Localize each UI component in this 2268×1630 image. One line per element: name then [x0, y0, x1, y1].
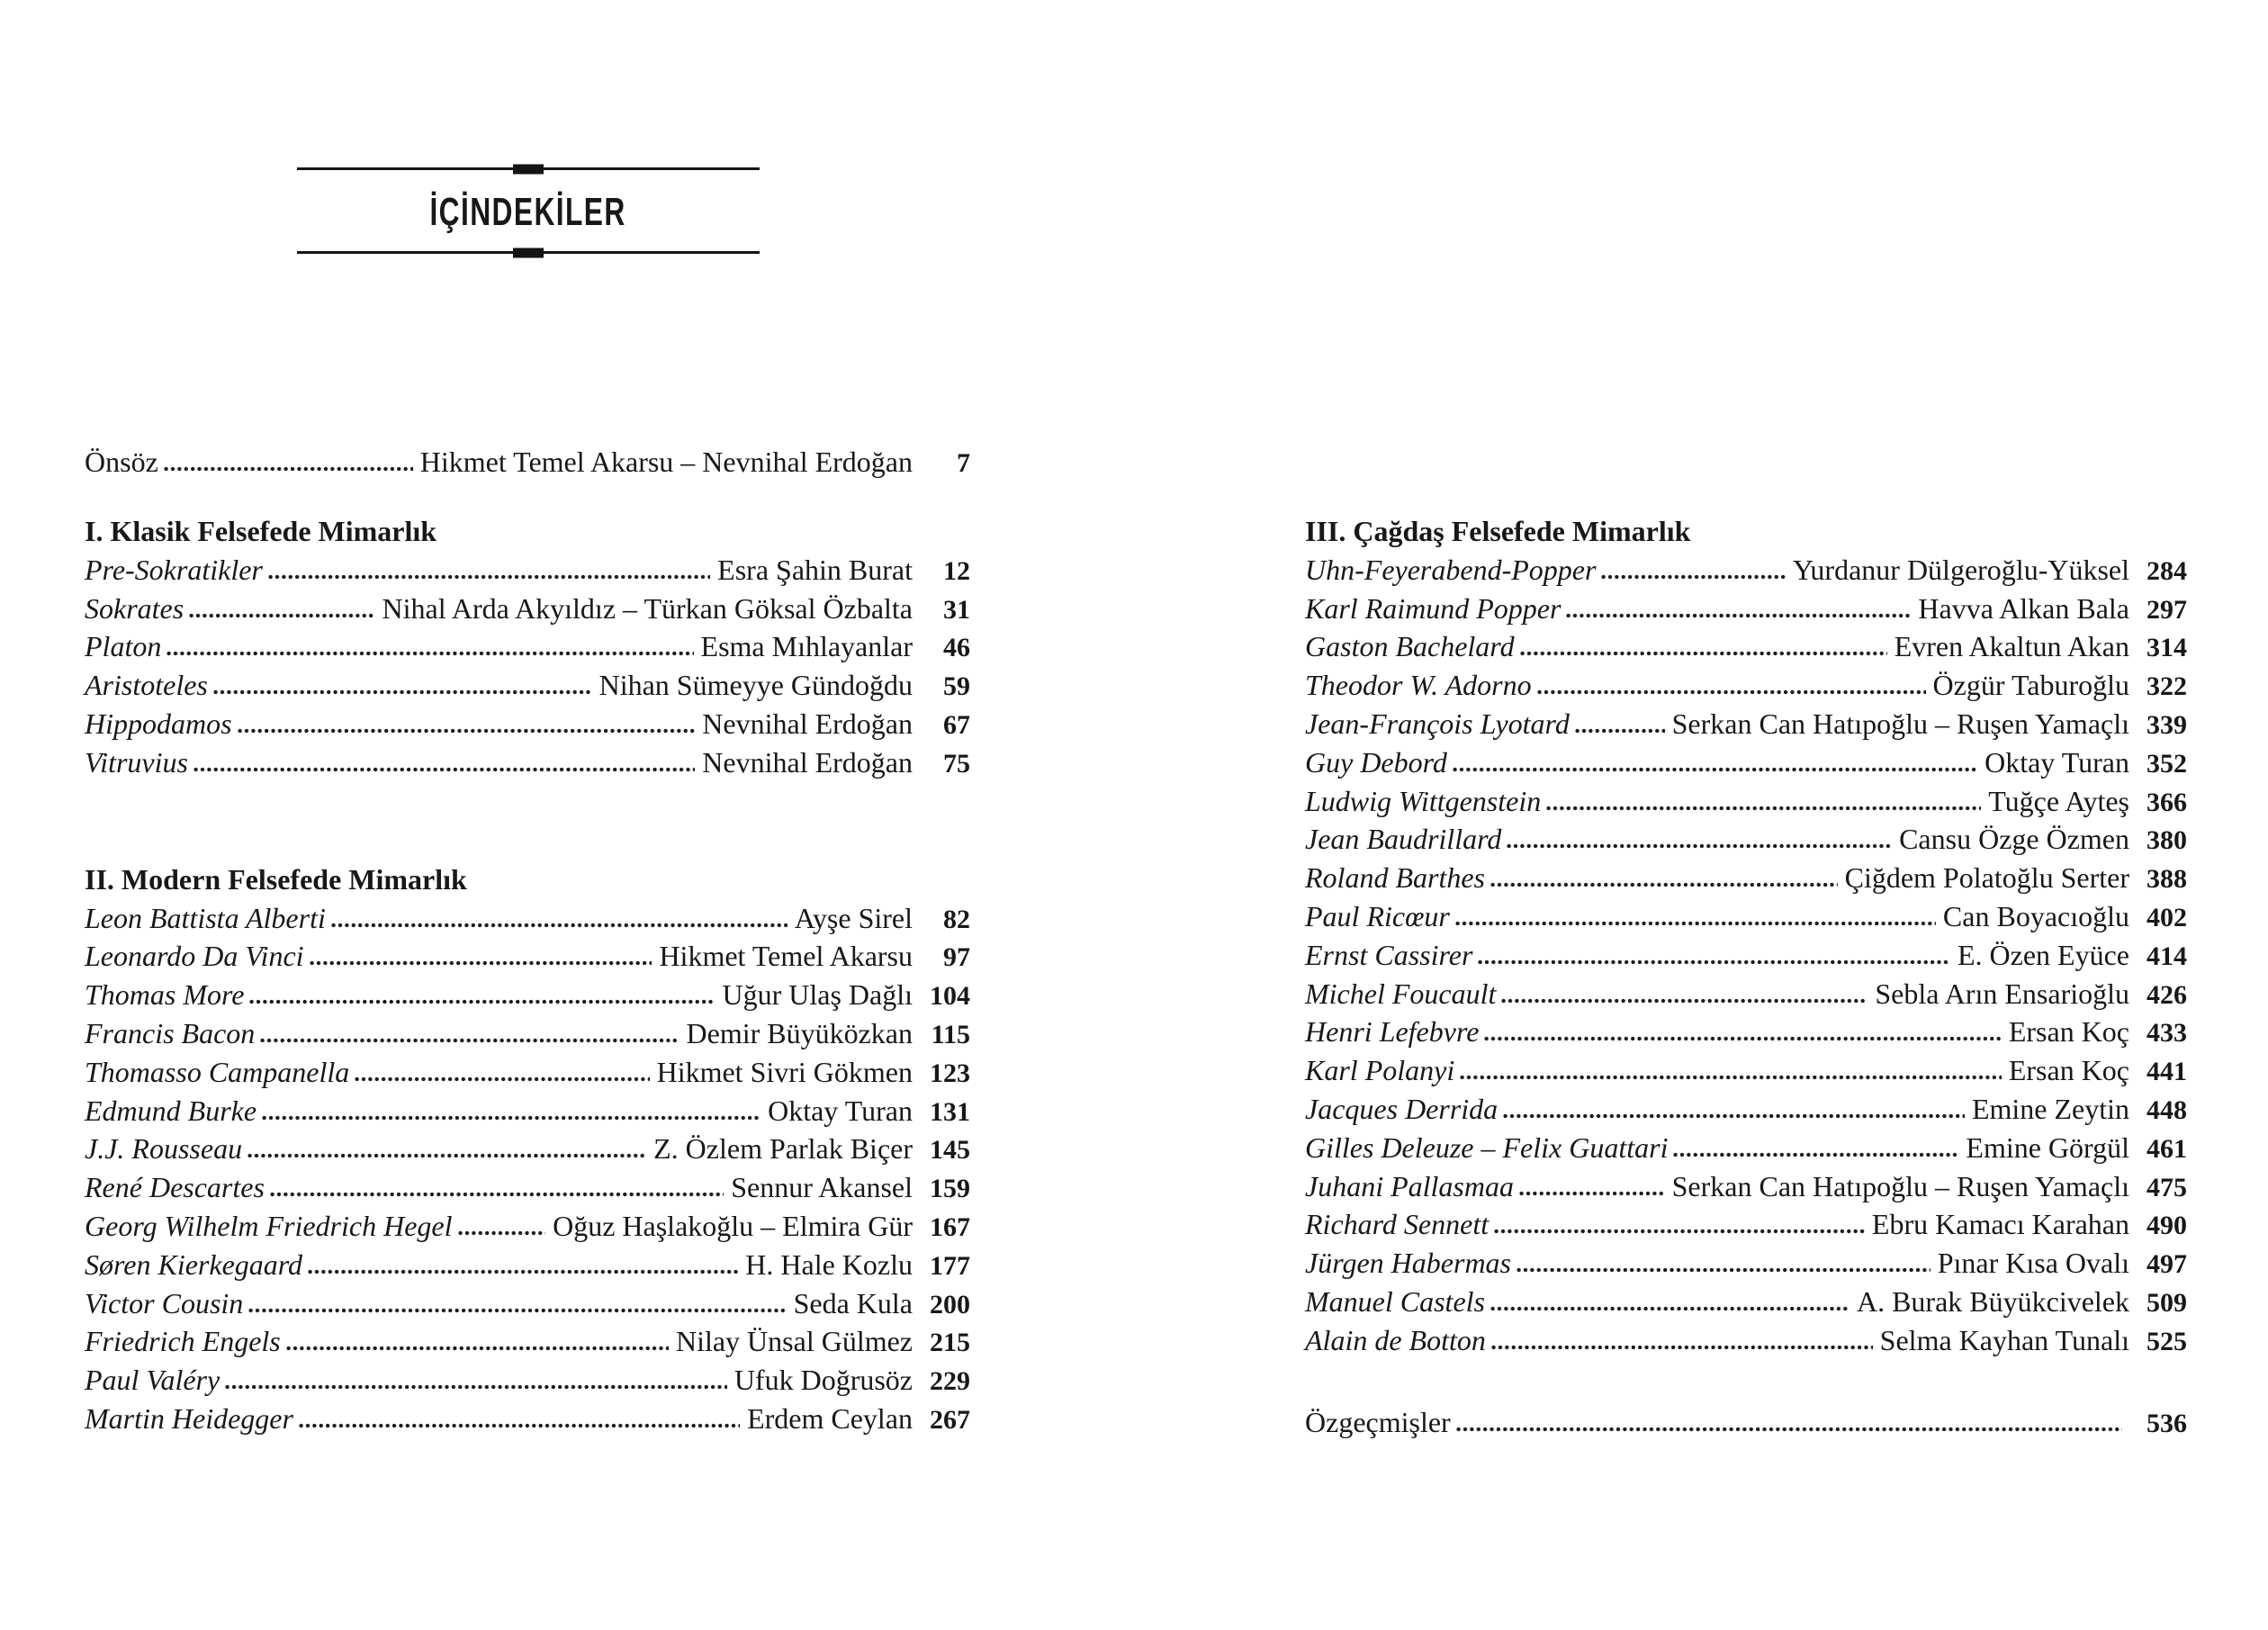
- dot-leader: [298, 1423, 740, 1428]
- entry-page-number: 380: [2146, 825, 2187, 856]
- entry-authors: Nilay Ünsal Gülmez: [675, 1325, 913, 1358]
- dot-leader: [1672, 1152, 1958, 1157]
- entry-authors: Hikmet Temel Akarsu: [659, 940, 913, 973]
- toc-entry-row: [85, 1284, 970, 1323]
- entry-page-number: 461: [2146, 1133, 2187, 1164]
- entry-page-number: 200: [930, 1289, 970, 1319]
- entry-title: Georg Wilhelm Friedrich Hegel: [85, 1209, 453, 1242]
- toc-entry-row: [1305, 1321, 2187, 1360]
- entry-authors: Oktay Turan: [768, 1094, 913, 1127]
- spacer: [1305, 1360, 2187, 1404]
- dot-leader: [1500, 998, 1868, 1004]
- entry-title: Thomas More: [85, 978, 245, 1012]
- toc-entry-row: [1305, 627, 2187, 666]
- dot-leader: [354, 1076, 649, 1082]
- entry-page-number: 297: [2146, 594, 2187, 625]
- dot-leader: [457, 1230, 546, 1236]
- entry-title: Friedrich Engels: [85, 1325, 281, 1358]
- dot-leader: [1454, 921, 1936, 926]
- entry-title: Karl Raimund Popper: [1305, 591, 1562, 625]
- entry-page-number: 46: [943, 633, 970, 663]
- entry-page-number: 441: [2146, 1057, 2187, 1087]
- entry-page-number: 145: [930, 1135, 970, 1166]
- section-3-entries: [1305, 551, 2187, 1360]
- toc-entry-row: [85, 976, 970, 1014]
- toc-entry-row: [1305, 590, 2187, 628]
- entry-title: Pre-Sokratikler: [85, 553, 263, 586]
- toc-entry-row: [1305, 1167, 2187, 1206]
- dot-leader: [1490, 1306, 1850, 1311]
- dot-leader: [1490, 882, 1838, 887]
- section-2-entries: [85, 899, 970, 1438]
- entry-page-number: 509: [2146, 1287, 2187, 1318]
- dot-leader: [1518, 1191, 1665, 1196]
- entry-page-number: 115: [931, 1019, 970, 1049]
- entry-page-number: 7: [957, 448, 970, 478]
- entry-authors: Selma Kayhan Tunalı: [1879, 1323, 2129, 1356]
- entry-page-number: 75: [943, 748, 970, 779]
- entry-title: Gilles Deleuze – Felix Guattari: [1305, 1130, 1669, 1164]
- toc-column-right: [1305, 512, 2187, 1442]
- entry-title: Sokrates: [85, 591, 184, 625]
- entry-title: Hippodamos: [85, 707, 232, 740]
- entry-title: Thomasso Campanella: [85, 1055, 350, 1088]
- entry-title: Karl Polanyi: [1305, 1054, 1455, 1087]
- toc-entry-row: [85, 1014, 970, 1053]
- entry-authors: Esma Mıhlayanlar: [700, 630, 913, 663]
- dot-leader: [166, 651, 693, 656]
- entry-title: Jean Baudrillard: [1305, 823, 1502, 856]
- dot-leader: [1516, 1267, 1930, 1273]
- toc-entry-row: [85, 627, 970, 666]
- entry-title: Søren Kierkegaard: [85, 1247, 303, 1281]
- toc-entry-row: [1305, 705, 2187, 743]
- entry-page-number: 402: [2146, 902, 2187, 932]
- toc-entry-row: [85, 1092, 970, 1130]
- entry-title: Paul Ricœur: [1305, 899, 1450, 932]
- toc-entry-row: [85, 551, 970, 590]
- entry-title: Guy Debord: [1305, 745, 1447, 779]
- entry-authors: Ebru Kamacı Karahan: [1871, 1208, 2129, 1241]
- dot-leader: [248, 999, 715, 1004]
- ornament-tick: [513, 164, 544, 174]
- toc-entry-row: [85, 1246, 970, 1284]
- section-heading-3: III. Çağdaş Felsefede Mimarlık: [1305, 515, 1691, 547]
- ornament-rule-bottom: [297, 251, 760, 254]
- dot-leader: [1477, 959, 1950, 965]
- dot-leader: [188, 613, 374, 618]
- entry-title: J.J. Rousseau: [85, 1132, 243, 1166]
- section-heading-1: I. Klasik Felsefede Mimarlık: [85, 514, 437, 547]
- entry-authors: Ufuk Doğrusöz: [734, 1364, 913, 1397]
- dot-leader: [1545, 806, 1981, 811]
- entry-title: Victor Cousin: [85, 1286, 244, 1319]
- entry-authors: Pınar Kısa Ovalı: [1937, 1247, 2129, 1280]
- entry-title: Uhn-Feyerabend-Popper: [1305, 553, 1597, 586]
- toc-entry-row: [1305, 743, 2187, 782]
- toc-entry-row: [1305, 782, 2187, 821]
- entry-title: Francis Bacon: [85, 1016, 256, 1049]
- dot-leader: [1574, 728, 1665, 734]
- entry-authors: Nevnihal Erdoğan: [702, 745, 913, 779]
- toc-entry-row: [85, 1322, 970, 1361]
- entry-authors: Cansu Özge Özmen: [1899, 823, 2129, 856]
- entry-authors: Uğur Ulaş Dağlı: [722, 978, 913, 1012]
- entry-authors: E. Özen Eyüce: [1957, 938, 2129, 971]
- entry-page-number: 414: [2146, 941, 2187, 971]
- page-title: İÇİNDEKİLER: [429, 190, 627, 234]
- entry-authors: Nihal Arda Akyıldız – Türkan Göksal Özbalta: [382, 591, 913, 625]
- entry-title: Richard Sennett: [1305, 1208, 1490, 1241]
- entry-page-number: 97: [943, 942, 970, 973]
- dot-leader: [248, 1308, 786, 1313]
- entry-authors: Erdem Ceylan: [747, 1401, 913, 1435]
- entry-authors: Demir Büyüközkan: [686, 1016, 913, 1049]
- entry-title: Ernst Cassirer: [1305, 938, 1473, 971]
- entry-page-number: 82: [943, 904, 970, 934]
- entry-page-number: 12: [943, 555, 970, 586]
- entry-authors: Tuğçe Ayteş: [1988, 784, 2129, 817]
- toc-entry-row: [1305, 859, 2187, 897]
- toc-entry-row: [1305, 897, 2187, 936]
- entry-page-number: 339: [2146, 709, 2187, 740]
- toc-entry-row: [1305, 1129, 2187, 1167]
- entry-page-number: 433: [2146, 1018, 2187, 1049]
- entry-title: Theodor W. Adorno: [1305, 669, 1532, 702]
- section-heading-2: II. Modern Felsefede Mimarlık: [85, 862, 467, 896]
- entry-authors: Seda Kula: [793, 1286, 913, 1319]
- entry-page-number: 388: [2146, 864, 2187, 895]
- entry-title: Ludwig Wittgenstein: [1305, 784, 1542, 817]
- dot-leader: [1600, 574, 1785, 580]
- dot-leader: [1455, 1427, 2122, 1432]
- entry-title: Önsöz: [85, 446, 158, 478]
- entry-title: Michel Foucault: [1305, 977, 1497, 1010]
- dot-leader: [259, 1038, 679, 1043]
- toc-entry-row: [85, 1168, 970, 1207]
- toc-entry-row: [1305, 1205, 2187, 1244]
- entry-authors: Sennur Akansel: [731, 1171, 913, 1204]
- entry-authors: A. Burak Büyükcivelek: [1856, 1284, 2129, 1318]
- entry-title: Leonardo Da Vinci: [85, 940, 304, 973]
- dot-leader: [269, 1192, 724, 1197]
- dot-leader: [307, 1269, 738, 1274]
- page-title-wrap: [297, 190, 760, 234]
- dot-leader: [1452, 767, 1977, 772]
- entry-page-number: 322: [2146, 671, 2187, 702]
- entry-authors: Emine Görgül: [1966, 1130, 2129, 1164]
- entry-authors: Can Boyacıoğlu: [1942, 899, 2129, 932]
- spacer: [85, 482, 970, 512]
- entry-title: Jean-François Lyotard: [1305, 707, 1570, 740]
- entry-authors: Hikmet Temel Akarsu – Nevnihal Erdoğan: [419, 446, 913, 478]
- dot-leader: [193, 767, 695, 772]
- entry-page-number: 267: [930, 1404, 970, 1435]
- toc-entry-row: [85, 1207, 970, 1246]
- entry-title: Leon Battista Alberti: [85, 901, 326, 934]
- entry-title: Martin Heidegger: [85, 1401, 293, 1435]
- entry-page-number: 284: [2146, 555, 2187, 586]
- entry-authors: Z. Özlem Parlak Biçer: [653, 1132, 913, 1166]
- entry-authors: Oğuz Haşlakoğlu – Elmira Gür: [553, 1209, 913, 1242]
- entry-authors: Ayşe Sirel: [794, 901, 913, 934]
- entry-authors: Esra Şahin Burat: [717, 553, 913, 586]
- toc-entry-row: [85, 590, 970, 628]
- entry-authors: Hikmet Sivri Gökmen: [656, 1055, 913, 1088]
- spacer: [85, 782, 970, 860]
- entry-authors: Nihan Sümeyye Gündoğdu: [598, 669, 913, 702]
- dot-leader: [285, 1346, 669, 1351]
- entry-title: René Descartes: [85, 1171, 265, 1204]
- toc-entry-row: [85, 937, 970, 976]
- entry-title: Jacques Derrida: [1305, 1092, 1498, 1125]
- entry-title: Gaston Bachelard: [1305, 630, 1515, 663]
- entry-title: Manuel Castels: [1305, 1284, 1485, 1318]
- dot-leader: [1459, 1075, 2002, 1080]
- toc-entry-row: [85, 1130, 970, 1168]
- entry-page-number: 525: [2146, 1326, 2187, 1356]
- entry-authors: Ersan Koç: [2008, 1054, 2129, 1087]
- entry-page-number: 229: [930, 1366, 970, 1397]
- entry-page-number: 123: [930, 1058, 970, 1088]
- entry-title: Roland Barthes: [1305, 861, 1485, 895]
- toc-entry-row: [1305, 975, 2187, 1013]
- toc-entry-row: [1305, 1013, 2187, 1051]
- dot-leader: [330, 923, 788, 928]
- dot-leader: [1519, 651, 1887, 656]
- toc-entry-row: [85, 705, 970, 743]
- entry-page-number: 131: [930, 1096, 970, 1127]
- toc-entry-row: [85, 666, 970, 705]
- entry-page-number: 167: [930, 1211, 970, 1242]
- toc-entry-row: [1305, 1051, 2187, 1090]
- entry-authors: Çiğdem Polatoğlu Serter: [1844, 861, 2129, 895]
- dot-leader: [267, 574, 710, 580]
- entry-page-number: 426: [2146, 979, 2187, 1010]
- dot-leader: [1493, 1229, 1865, 1234]
- entry-title: Vitruvius: [85, 745, 188, 779]
- entry-page-number: 490: [2146, 1211, 2187, 1241]
- entry-authors: Emine Zeytin: [1971, 1092, 2129, 1125]
- entry-authors: Serkan Can Hatıpoğlu – Ruşen Yamaçlı: [1671, 707, 2129, 740]
- ornament-rule-top: [297, 167, 760, 170]
- toc-entry-row: [1305, 1090, 2187, 1129]
- entry-authors: H. Hale Kozlu: [745, 1247, 913, 1281]
- entry-title: Özgeçmişler: [1305, 1406, 1451, 1439]
- entry-page-number: 215: [930, 1328, 970, 1358]
- toc-row-backmatter: [1305, 1403, 2187, 1442]
- entry-page-number: 314: [2146, 633, 2187, 663]
- entry-authors: Oktay Turan: [1984, 745, 2129, 779]
- entry-title: Jürgen Habermas: [1305, 1247, 1511, 1280]
- toc-entry-row: [85, 1053, 970, 1092]
- dot-leader: [1483, 1036, 2001, 1041]
- dot-leader: [309, 960, 652, 966]
- entry-authors: Ersan Koç: [2008, 1015, 2129, 1049]
- entry-title: Edmund Burke: [85, 1094, 257, 1127]
- entry-authors: Evren Akaltun Akan: [1894, 630, 2129, 663]
- entry-title: Paul Valéry: [85, 1364, 220, 1397]
- entry-page-number: 475: [2146, 1172, 2187, 1202]
- dot-leader: [1565, 613, 1911, 618]
- entry-page-number: 59: [943, 671, 970, 702]
- entry-page-number: 159: [930, 1174, 970, 1204]
- dot-leader: [237, 728, 696, 734]
- dot-leader: [212, 689, 592, 695]
- toc-column-left: [85, 443, 970, 1438]
- entry-page-number: 352: [2146, 748, 2187, 779]
- entry-authors: Serkan Can Hatıpoğlu – Ruşen Yamaçlı: [1671, 1169, 2129, 1202]
- entry-title: Henri Lefebvre: [1305, 1015, 1480, 1049]
- toc-entry-row: [85, 899, 970, 938]
- entry-title: Platon: [85, 630, 162, 663]
- dot-leader: [224, 1384, 727, 1390]
- dot-leader: [1506, 843, 1892, 849]
- entry-page-number: 31: [943, 594, 970, 625]
- entry-page-number: 366: [2146, 787, 2187, 817]
- entry-authors: Nevnihal Erdoğan: [702, 707, 913, 740]
- entry-title: Alain de Botton: [1305, 1323, 1486, 1356]
- toc-entry-row: [85, 1361, 970, 1400]
- dot-leader: [1536, 689, 1926, 695]
- entry-authors: Havva Alkan Bala: [1918, 591, 2129, 625]
- toc-entry-row: [1305, 666, 2187, 705]
- dot-leader: [163, 466, 413, 472]
- dot-leader: [247, 1153, 646, 1158]
- entry-page-number: 536: [2146, 1409, 2187, 1439]
- toc-entry-row: [1305, 936, 2187, 975]
- dot-leader: [1502, 1113, 1965, 1119]
- toc-entry-row: [1305, 551, 2187, 590]
- dot-leader: [1490, 1345, 1873, 1350]
- entry-authors: Sebla Arın Ensarioğlu: [1875, 977, 2129, 1010]
- entry-page-number: 67: [943, 709, 970, 740]
- toc-entry-row: [85, 1400, 970, 1438]
- section-1-entries: [85, 551, 970, 782]
- toc-entry-row: [1305, 1244, 2187, 1283]
- toc-row-preface: [85, 443, 970, 482]
- entry-page-number: 104: [930, 981, 970, 1012]
- entry-page-number: 177: [930, 1250, 970, 1281]
- entry-title: Aristoteles: [85, 669, 208, 702]
- ornament-tick: [513, 248, 544, 257]
- entry-authors: Özgür Taburoğlu: [1932, 669, 2129, 702]
- toc-entry-row: [85, 743, 970, 782]
- entry-page-number: 448: [2146, 1094, 2187, 1125]
- toc-entry-row: [1305, 820, 2187, 859]
- entry-page-number: 497: [2146, 1249, 2187, 1280]
- dot-leader: [261, 1115, 760, 1121]
- entry-title: Juhani Pallasmaa: [1305, 1169, 1514, 1202]
- entry-authors: Yurdanur Dülgeroğlu-Yüksel: [1792, 553, 2129, 586]
- toc-entry-row: [1305, 1283, 2187, 1321]
